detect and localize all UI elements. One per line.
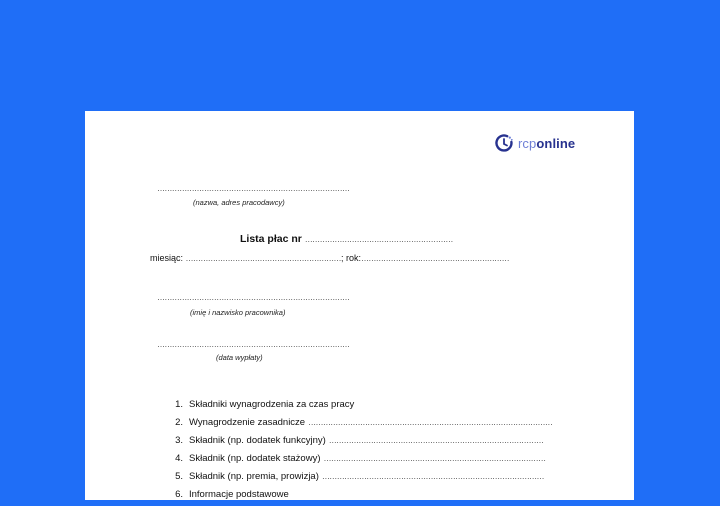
- month-label: miesiąc:: [150, 253, 184, 263]
- logo-suffix: online: [536, 135, 576, 151]
- document-page: [85, 111, 634, 500]
- item-label: Składnik (np. premia, prowizja): [189, 471, 319, 482]
- period-separator: ;: [340, 253, 344, 263]
- item-dots: ………………………………………………………………………………: [321, 472, 544, 481]
- item-number: 4.: [175, 453, 183, 464]
- item-label: Wynagrodzenie zasadnicze: [189, 417, 306, 428]
- payroll-number-dots: ……………………………………………………: [304, 235, 453, 244]
- date-caption: (data wypłaty): [216, 353, 263, 362]
- employer-dots: ……………………………………………………………………: [157, 184, 350, 193]
- employee-dots: ……………………………………………………………………: [157, 293, 350, 302]
- period-row: [150, 252, 509, 265]
- list-item: [167, 488, 552, 506]
- year-dots: ……………………………………………………: [360, 254, 509, 263]
- payroll-title-label: Lista płac nr: [240, 233, 302, 245]
- item-number: 5.: [175, 471, 183, 482]
- month-dots: ………………………………………………………: [185, 254, 341, 263]
- item-dots: ……………………………………………………………………………: [328, 436, 544, 445]
- employee-caption: (imię i nazwisko pracownika): [190, 308, 286, 317]
- payroll-items-list: [167, 398, 552, 506]
- year-label: rok:: [345, 253, 361, 263]
- list-item: [167, 416, 552, 434]
- item-label: Składnik (np. dodatek stażowy): [189, 453, 321, 464]
- list-item: [167, 452, 552, 470]
- list-item: [167, 434, 552, 452]
- logo-prefix: rcp: [518, 135, 537, 151]
- clock-icon: [494, 133, 514, 153]
- item-number: 2.: [175, 417, 183, 428]
- payroll-title: [240, 232, 453, 247]
- item-number: 1.: [175, 399, 183, 410]
- item-label: Składniki wynagrodzenia za czas pracy: [189, 399, 355, 410]
- item-label: Informacje podstawowe: [189, 489, 289, 500]
- item-dots: ………………………………………………………………………………: [323, 454, 546, 463]
- item-number: 3.: [175, 435, 183, 446]
- list-item: [167, 470, 552, 488]
- item-number: 6.: [175, 489, 183, 500]
- date-dots: ……………………………………………………………………: [157, 340, 350, 349]
- list-item: [167, 398, 552, 416]
- rcponline-logo: [494, 132, 575, 154]
- employer-caption: (nazwa, adres pracodawcy): [193, 198, 285, 207]
- item-dots: ………………………………………………………………………………………: [308, 418, 553, 427]
- item-label: Składnik (np. dodatek funkcyjny): [189, 435, 326, 446]
